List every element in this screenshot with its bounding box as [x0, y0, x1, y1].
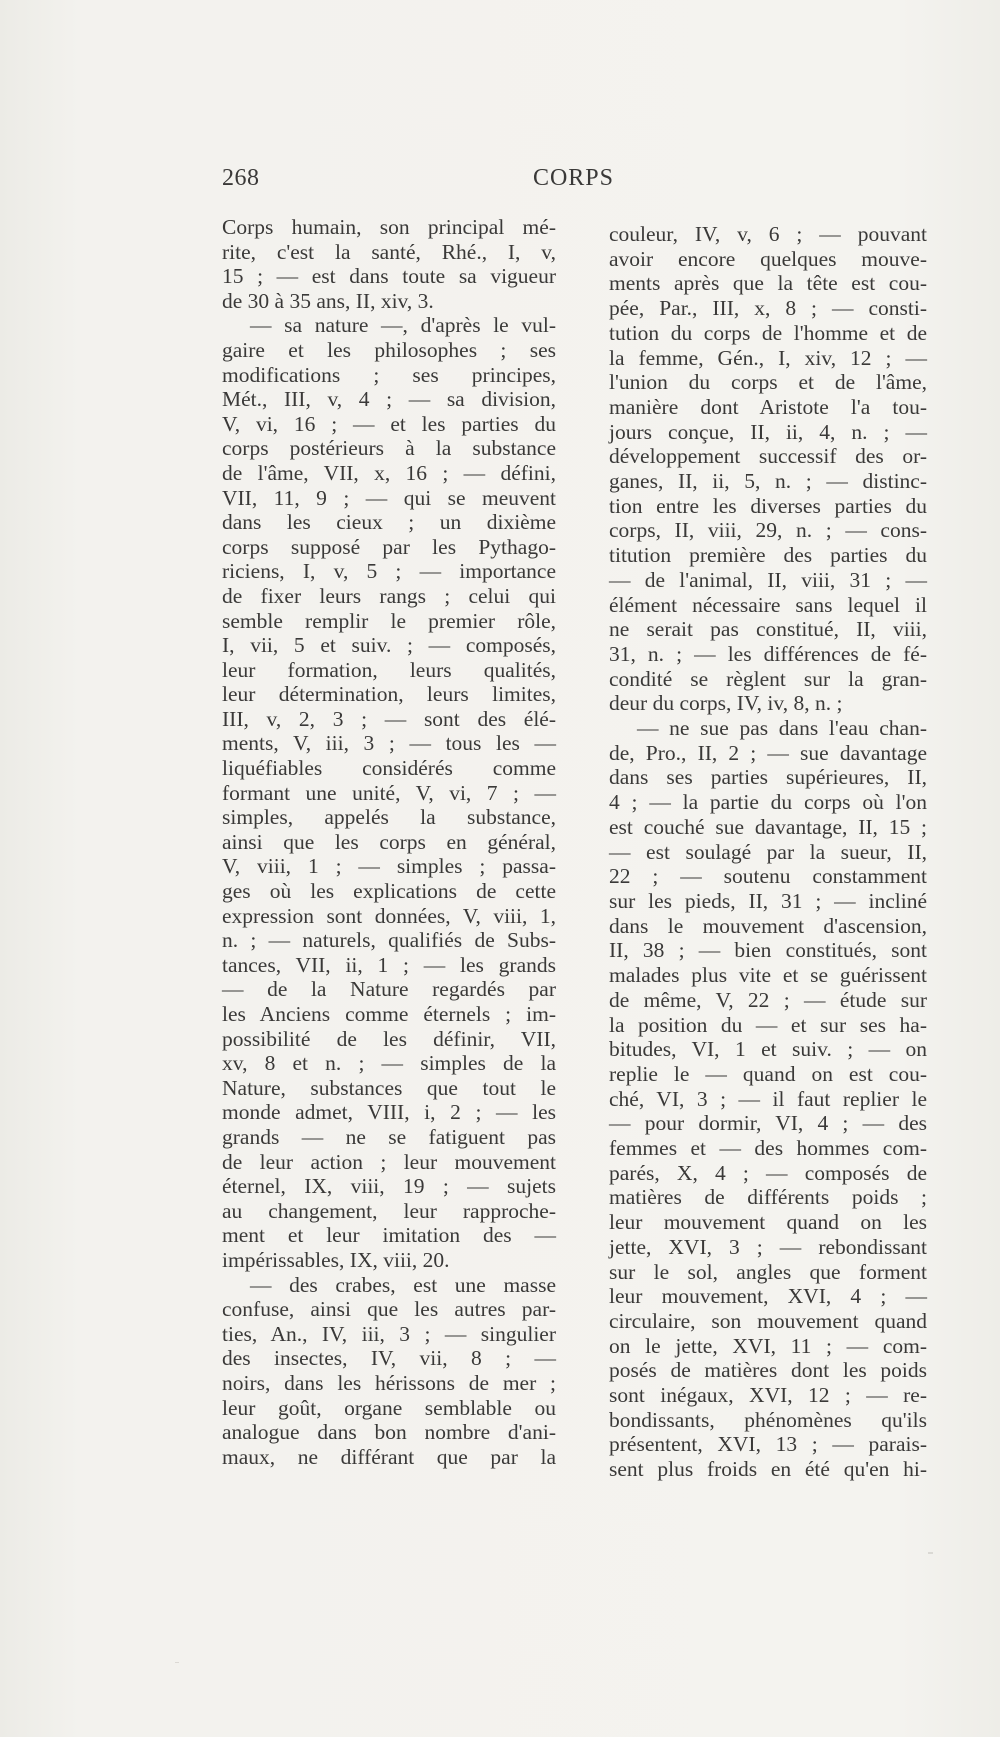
text-line: III, v, 2, 3 ; — sont des élé- — [222, 706, 556, 731]
text-line: replie le — quand on est cou- — [609, 1061, 927, 1086]
text-line: Nature, substances que tout le — [222, 1075, 556, 1100]
text-line: rite, c'est la santé, Rhé., I, v, — [222, 239, 556, 264]
text-line: l'union du corps et de l'âme, — [609, 370, 927, 395]
text-line: de même, V, 22 ; — étude sur — [609, 987, 927, 1012]
page-header — [222, 165, 614, 195]
text-line: couleur, IV, v, 6 ; — pouvant — [609, 222, 927, 246]
text-line: 15 ; — est dans toute sa vigueur — [222, 264, 556, 289]
text-line: matières de différents poids ; — [609, 1185, 927, 1210]
text-line: la position du — et sur ses ha- — [609, 1012, 927, 1037]
text-line: corps, II, viii, 29, n. ; — cons- — [609, 518, 927, 543]
text-line: ments après que la tête est cou- — [609, 271, 927, 296]
page-number: 268 — [222, 165, 260, 191]
text-line: ganes, II, ii, 5, n. ; — distinc- — [609, 469, 927, 494]
text-line: sur les pieds, II, 31 ; — incliné — [609, 888, 927, 913]
text-line: développement successif des or- — [609, 444, 927, 469]
text-line: simples, appelés la substance, — [222, 805, 556, 830]
text-line: II, 38 ; — bien constitués, sont — [609, 938, 927, 963]
text-line: de, Pro., II, 2 ; — sue davantage — [609, 740, 927, 765]
text-line: 22 ; — soutenu constamment — [609, 864, 927, 889]
text-line: jours conçue, II, ii, 4, n. ; — — [609, 419, 927, 444]
text-line: ments, V, iii, 3 ; — tous les — — [222, 731, 556, 756]
text-line: confuse, ainsi que les autres par- — [222, 1297, 556, 1322]
text-line: bondissants, phénomènes qu'ils — [609, 1407, 927, 1432]
text-line: — pour dormir, VI, 4 ; — des — [609, 1111, 927, 1136]
text-line: ment et leur imitation des — — [222, 1223, 556, 1248]
text-line: ainsi que les corps en général, — [222, 829, 556, 854]
text-line: présentent, XVI, 13 ; — parais- — [609, 1432, 927, 1457]
text-line: maux, ne différant que par la — [222, 1444, 556, 1469]
text-line: leur mouvement quand on les — [609, 1210, 927, 1235]
text-line: leur formation, leurs qualités, — [222, 657, 556, 682]
text-line: avoir encore quelques mouve- — [609, 246, 927, 271]
text-line: — est soulagé par la sueur, II, — [609, 839, 927, 864]
text-line: leur mouvement, XVI, 4 ; — — [609, 1284, 927, 1309]
text-line: sont inégaux, XVI, 12 ; — re- — [609, 1383, 927, 1408]
text-line: — sa nature —, d'après le vul- — [250, 313, 556, 338]
paper-speck — [175, 1662, 179, 1663]
text-line: 31, n. ; — les différences de fé- — [609, 641, 927, 666]
text-line: de 30 à 35 ans, II, xiv, 3. — [222, 288, 434, 313]
text-line: titution première des parties du — [609, 543, 927, 568]
text-line: ché, VI, 3 ; — il faut replier le — [609, 1086, 927, 1111]
text-line: impérissables, IX, viii, 20. — [222, 1247, 450, 1272]
text-line: dans le mouvement d'ascension, — [609, 913, 927, 938]
running-head: CORPS — [532, 165, 614, 191]
text-line: deur du corps, IV, iv, 8, n. ; — [609, 691, 843, 716]
text-line: parés, X, 4 ; — composés de — [609, 1160, 927, 1185]
text-line: éternel, IX, viii, 19 ; — sujets — [222, 1174, 556, 1199]
text-line: — de la Nature regardés par — [222, 977, 556, 1002]
text-line: dans ses parties supérieures, II, — [609, 765, 927, 790]
text-line: est couché sue davantage, II, 15 ; — [609, 814, 927, 839]
text-line: riciens, I, v, 5 ; — importance — [222, 559, 556, 584]
text-line: xv, 8 et n. ; — simples de la — [222, 1051, 556, 1076]
text-line: femmes et — des hommes com- — [609, 1136, 927, 1161]
text-line: — ne sue pas dans l'eau chan- — [637, 716, 927, 741]
text-line: condité se règlent sur la gran- — [609, 666, 927, 691]
text-line: manière dont Aristote l'a tou- — [609, 394, 927, 419]
paper-speck — [928, 1552, 933, 1554]
text-line: au changement, leur rapproche- — [222, 1198, 556, 1223]
text-line: liquéfiables considérés comme — [222, 756, 556, 781]
text-line: élément nécessaire sans lequel il — [609, 592, 927, 617]
text-line: les Anciens comme éternels ; im- — [222, 1002, 556, 1026]
text-line: I, vii, 5 et suiv. ; — composés, — [222, 633, 556, 658]
text-line: tion entre les diverses parties du — [609, 493, 927, 518]
text-line: pée, Par., III, x, 8 ; — consti- — [609, 296, 927, 321]
text-line: analogue dans bon nombre d'ani- — [222, 1420, 556, 1445]
text-line: ne serait pas constitué, II, viii, — [609, 617, 927, 642]
text-line: de l'âme, VII, x, 16 ; — défini, — [222, 460, 556, 485]
text-line: tances, VII, ii, 1 ; — les grands — [222, 952, 556, 977]
text-line: monde admet, VIII, i, 2 ; — les — [222, 1100, 556, 1125]
text-line: posés de matières dont les poids — [609, 1358, 927, 1383]
text-line: corps postérieurs à la substance — [222, 436, 556, 461]
text-line: noirs, dans les hérissons de mer ; — [222, 1370, 556, 1395]
text-line: ges où les explications de cette — [222, 879, 556, 904]
text-line: modifications ; ses principes, — [222, 362, 556, 387]
text-line: malades plus vite et se guérissent — [609, 963, 927, 988]
text-line: corps supposé par les Pythago- — [222, 534, 556, 559]
text-line: formant une unité, V, vi, 7 ; — — [222, 780, 556, 805]
text-line: gaire et les philosophes ; ses — [222, 337, 556, 362]
text-line: sent plus froids en été qu'en hi- — [609, 1457, 927, 1482]
text-line: la femme, Gén., I, xiv, 12 ; — — [609, 345, 927, 370]
text-line: ties, An., IV, iii, 3 ; — singulier — [222, 1321, 556, 1346]
text-line: possibilité de les définir, VII, — [222, 1026, 556, 1051]
text-line: sur le sol, angles que forment — [609, 1259, 927, 1284]
left-text-column — [222, 215, 556, 1469]
text-line: tution du corps de l'homme et de — [609, 320, 927, 345]
text-line: Mét., III, v, 4 ; — sa division, — [222, 387, 556, 412]
text-line: de leur action ; leur mouvement — [222, 1149, 556, 1174]
text-line: leur détermination, leurs limites, — [222, 682, 556, 707]
text-line: dans les cieux ; un dixième — [222, 510, 556, 535]
text-line: 4 ; — la partie du corps où l'on — [609, 790, 927, 815]
text-line: de fixer leurs rangs ; celui qui — [222, 583, 556, 608]
text-line: grands — ne se fatiguent pas — [222, 1124, 556, 1149]
text-line: circulaire, son mouvement quand — [609, 1308, 927, 1333]
text-line: expression sont données, V, viii, 1, — [222, 903, 556, 928]
text-line: semble remplir le premier rôle, — [222, 608, 556, 633]
text-line: leur goût, organe semblable ou — [222, 1395, 556, 1420]
text-line: VII, 11, 9 ; — qui se meuvent — [222, 485, 556, 510]
text-line: n. ; — naturels, qualifiés de Subs- — [222, 928, 556, 953]
text-line: V, vi, 16 ; — et les parties du — [222, 411, 556, 436]
text-line: jette, XVI, 3 ; — rebondissant — [609, 1234, 927, 1259]
text-line: on le jette, XVI, 11 ; — com- — [609, 1333, 927, 1358]
text-line: — de l'animal, II, viii, 31 ; — — [609, 567, 927, 592]
text-line: bitudes, VI, 1 et suiv. ; — on — [609, 1037, 927, 1062]
text-line: des insectes, IV, vii, 8 ; — — [222, 1346, 556, 1371]
text-line: Corps humain, son principal mé- — [222, 215, 556, 239]
right-text-column — [609, 222, 927, 1482]
text-line: — des crabes, est une masse — [250, 1272, 556, 1297]
text-line: V, viii, 1 ; — simples ; passa- — [222, 854, 556, 879]
